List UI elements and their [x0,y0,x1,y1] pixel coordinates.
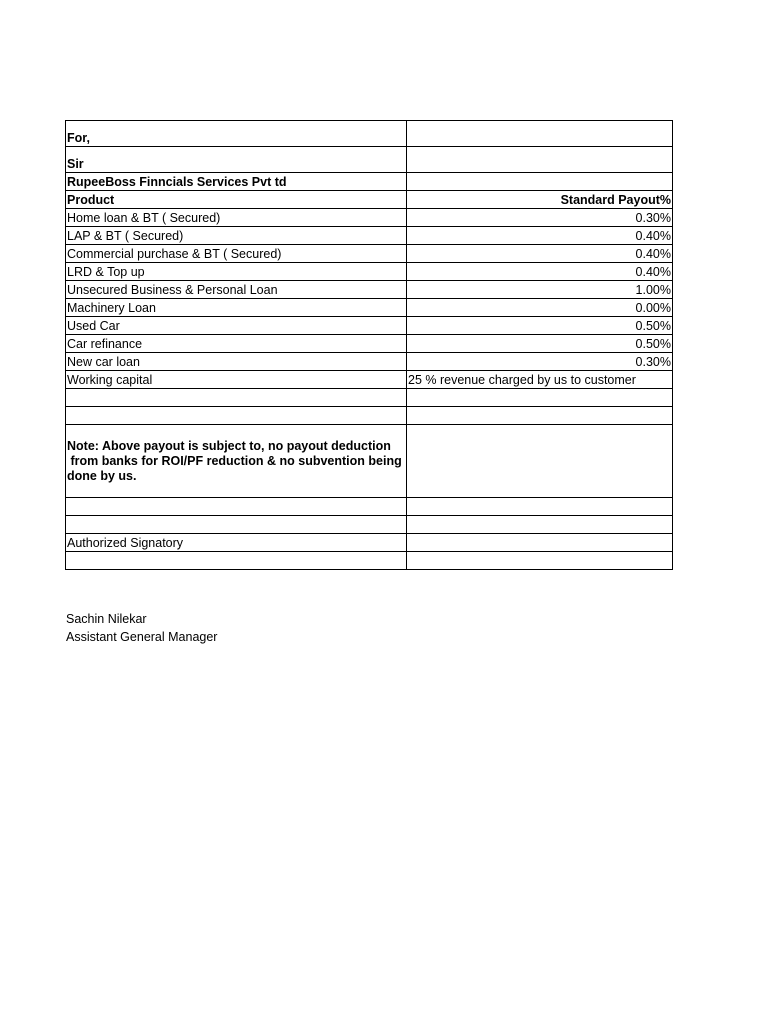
product-column-header: Product [66,191,407,209]
note-line: from banks for ROI/PF reduction & no subvention being [67,453,402,468]
empty-cell [66,498,407,516]
payout-cell: 25 % revenue charged by us to customer [407,371,673,389]
blank-row [66,516,673,534]
sir-label: Sir [66,147,407,173]
empty-cell [407,516,673,534]
payout-cell: 0.40% [407,263,673,281]
product-cell: Machinery Loan [66,299,407,317]
sir-row [66,147,673,173]
table-row [66,281,673,299]
blank-row [66,407,673,425]
payout-cell: 0.40% [407,245,673,263]
table-row [66,245,673,263]
product-cell: Home loan & BT ( Secured) [66,209,407,227]
payout-cell: 0.50% [407,335,673,353]
note-row [66,425,673,498]
table-row [66,209,673,227]
empty-cell [407,425,673,498]
empty-cell [66,552,407,570]
note-line: done by us. [67,468,137,483]
table-row [66,371,673,389]
product-cell: Used Car [66,317,407,335]
product-cell: LRD & Top up [66,263,407,281]
signer-block [66,610,217,646]
product-cell: LAP & BT ( Secured) [66,227,407,245]
payout-cell: 0.30% [407,209,673,227]
empty-cell [407,534,673,552]
empty-cell [66,516,407,534]
empty-cell [407,407,673,425]
table-row [66,335,673,353]
empty-cell [66,407,407,425]
blank-row [66,498,673,516]
product-cell: New car loan [66,353,407,371]
empty-cell [66,389,407,407]
signatory-row [66,534,673,552]
product-cell: Unsecured Business & Personal Loan [66,281,407,299]
payout-column-header: Standard Payout% [407,191,673,209]
for-label: For, [66,121,407,147]
table-row [66,299,673,317]
empty-cell [407,173,673,191]
signer-name: Sachin Nilekar [66,612,147,626]
payout-cell: 1.00% [407,281,673,299]
empty-cell [407,147,673,173]
signer-title: Assistant General Manager [66,630,218,644]
product-cell: Working capital [66,371,407,389]
product-cell: Car refinance [66,335,407,353]
empty-cell [407,498,673,516]
note-line: Note: Above payout is subject to, no payout deduction [67,438,391,453]
table-row [66,317,673,335]
payout-cell: 0.00% [407,299,673,317]
empty-cell [407,552,673,570]
empty-cell [407,389,673,407]
company-name: RupeeBoss Finncials Services Pvt td [66,173,407,191]
table-row [66,263,673,281]
for-row [66,121,673,147]
payout-table [65,120,673,570]
payout-cell: 0.40% [407,227,673,245]
signatory-label: Authorized Signatory [66,534,407,552]
blank-row [66,552,673,570]
payout-cell: 0.50% [407,317,673,335]
table-row [66,353,673,371]
note-text [66,425,407,498]
payout-cell: 0.30% [407,353,673,371]
company-row [66,173,673,191]
column-header-row [66,191,673,209]
blank-row [66,389,673,407]
table-row [66,227,673,245]
product-cell: Commercial purchase & BT ( Secured) [66,245,407,263]
empty-cell [407,121,673,147]
